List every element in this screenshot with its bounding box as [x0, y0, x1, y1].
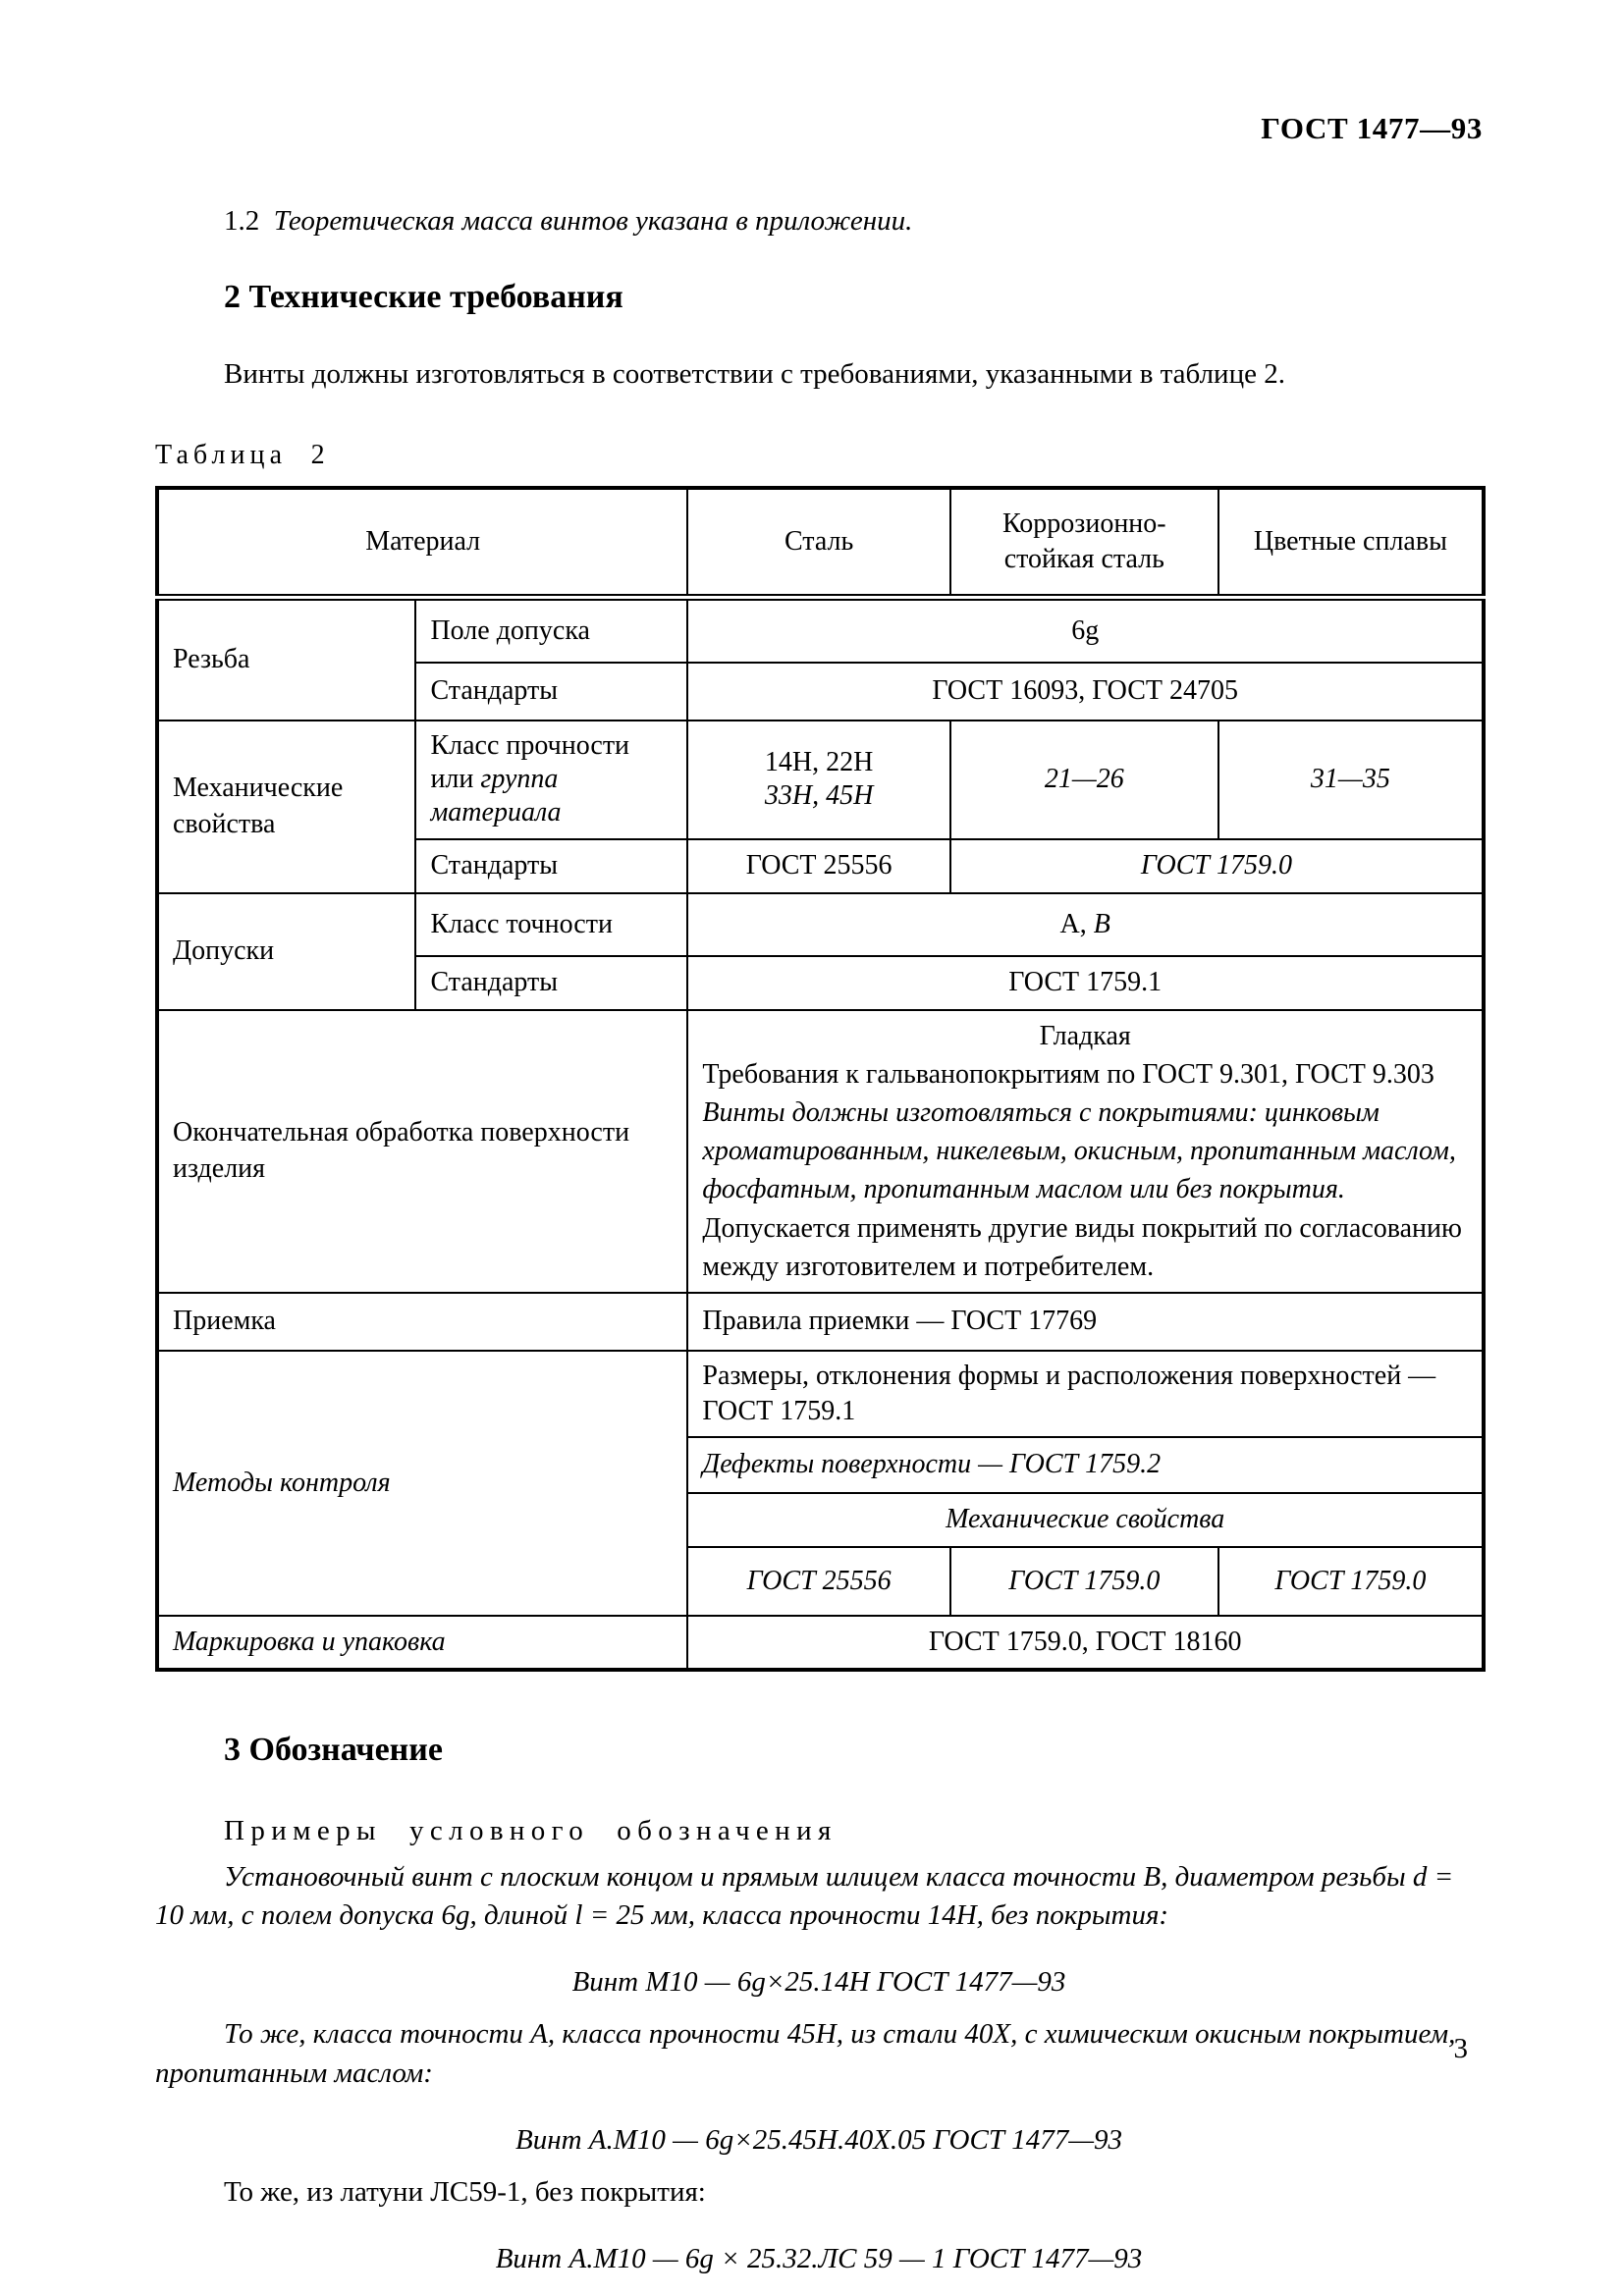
doc-number: ГОСТ 1477—93 — [1261, 111, 1483, 145]
cell-tolerances-standards-label: Стандарты — [415, 956, 687, 1010]
accuracy-value-regular: А, — [1059, 908, 1094, 939]
strength-class-label-regular: Класс прочности или — [430, 729, 630, 795]
cell-finish-label: Окончательная обработка поверхности изделия — [157, 1010, 687, 1293]
cell-strength-steel — [687, 721, 949, 839]
table-row — [157, 1010, 1484, 1293]
example-1-code: Винт М10 — 6g×25.14Н ГОСТ 1477—93 — [571, 1966, 1066, 1999]
cell-control-mech-steel: ГОСТ 25556 — [687, 1547, 949, 1616]
section-3-heading: 3 Обозначение — [224, 1732, 443, 1769]
table-caption: Таблица 2 — [155, 439, 330, 470]
cell-control-dimensions: Размеры, отклонения формы и расположения поверхностей — ГОСТ 1759.1 — [687, 1351, 1484, 1437]
table-row — [157, 1293, 1484, 1351]
example-2-code: Винт А.М10 — 6g×25.45Н.40Х.05 ГОСТ 1477—93 — [515, 2123, 1122, 2156]
cell-acceptance-value: Правила приемки — ГОСТ 17769 — [687, 1293, 1484, 1351]
example-3-code: Винт А.М10 — 6g × 25.32.ЛС 59 — 1 ГОСТ 1477—93 — [495, 2242, 1143, 2274]
cell-control-label: Методы контроля — [157, 1351, 687, 1616]
finish-coatings: Винты должны изготовляться с покрытиями: цинковым хроматированным, никелевым, окисным, пропитанным маслом, фосфатным, пропитанным маслом или без покрытия. — [702, 1097, 1456, 1205]
cell-accuracy-value — [687, 893, 1484, 956]
strength-steel-line1: 14Н, 22Н — [764, 747, 874, 778]
cell-control-mech-title: Механические свойства — [687, 1493, 1484, 1547]
table-row — [157, 598, 1484, 663]
page-number: 3 — [1453, 2033, 1468, 2064]
cell-tolerances-label: Допуски — [157, 893, 415, 1010]
table-row — [157, 721, 1484, 839]
example-3-text: То же, из латуни ЛС59-1, без покрытия: — [224, 2175, 706, 2208]
cell-control-mech-corrosion: ГОСТ 1759.0 — [950, 1547, 1218, 1616]
cell-mechanical-label: Механические свойства — [157, 721, 415, 893]
header-corrosion-steel: Коррозионно-стойкая сталь — [950, 488, 1218, 598]
example-1-text: Установочный винт с плоским концом и прямым шлицем класса точности В, диаметром резьбы d = 10 мм, с полем допуска 6g, длиной l = 25 мм, класса прочности 14Н, без покрытия: — [155, 1860, 1454, 1932]
finish-galvanic: Требования к гальванопокрытиям по ГОСТ 9.301, ГОСТ 9.303 — [702, 1058, 1434, 1090]
table-header-row — [157, 488, 1484, 598]
cell-strength-corrosion: 21—26 — [950, 721, 1218, 839]
finish-smooth: Гладкая — [1039, 1020, 1131, 1051]
clause-text: Теоретическая масса винтов указана в приложении. — [273, 204, 913, 237]
accuracy-value-italic: В — [1093, 908, 1110, 939]
cell-thread-standards-value: ГОСТ 16093, ГОСТ 24705 — [687, 663, 1484, 721]
cell-control-mech-nonferrous: ГОСТ 1759.0 — [1218, 1547, 1484, 1616]
header-nonferrous: Цветные сплавы — [1218, 488, 1484, 598]
table-row — [157, 1616, 1484, 1670]
requirements-table — [155, 486, 1486, 1672]
strength-steel-line2: 33Н, 45Н — [764, 780, 874, 812]
finish-agreement: Допускается применять другие виды покрытий по согласованию между изготовителем и потребителем. — [702, 1212, 1462, 1282]
cell-strength-class-label — [415, 721, 687, 839]
cell-control-defects: Дефекты поверхности — ГОСТ 1759.2 — [687, 1437, 1484, 1493]
cell-marking-value: ГОСТ 1759.0, ГОСТ 18160 — [687, 1616, 1484, 1670]
examples-heading: Примеры условного обозначения — [224, 1814, 838, 1846]
cell-thread-standards-label: Стандарты — [415, 663, 687, 721]
header-material: Материал — [157, 488, 687, 598]
cell-accuracy-label: Класс точности — [415, 893, 687, 956]
cell-strength-nonferrous: 31—35 — [1218, 721, 1484, 839]
cell-thread-tolerance-value: 6g — [687, 598, 1484, 663]
section-2-paragraph: Винты должны изготовляться в соответствии с требованиями, указанными в таблице 2. — [224, 357, 1285, 390]
table-row — [157, 893, 1484, 956]
cell-mechanical-standards-other: ГОСТ 1759.0 — [950, 839, 1484, 893]
example-2-text: То же, класса точности А, класса прочности 45Н, из стали 40Х, с химическим окисным покрытием, пропитанным маслом: — [155, 2018, 1456, 2089]
section-2-heading: 2 Технические требования — [224, 278, 623, 315]
cell-mechanical-standards-steel: ГОСТ 25556 — [687, 839, 949, 893]
clause-1-2 — [155, 202, 1483, 240]
strength-class-label-italic: группа материала — [430, 764, 562, 828]
clause-number: 1.2 — [224, 204, 260, 237]
table-row — [157, 1351, 1484, 1437]
header-steel: Сталь — [687, 488, 949, 598]
cell-acceptance-label: Приемка — [157, 1293, 687, 1351]
cell-mechanical-standards-label: Стандарты — [415, 839, 687, 893]
cell-finish-value — [687, 1010, 1484, 1293]
cell-marking-label: Маркировка и упаковка — [157, 1616, 687, 1670]
cell-thread-tolerance-label: Поле допуска — [415, 598, 687, 663]
cell-thread-label: Резьба — [157, 598, 415, 721]
cell-tolerances-standards-value: ГОСТ 1759.1 — [687, 956, 1484, 1010]
